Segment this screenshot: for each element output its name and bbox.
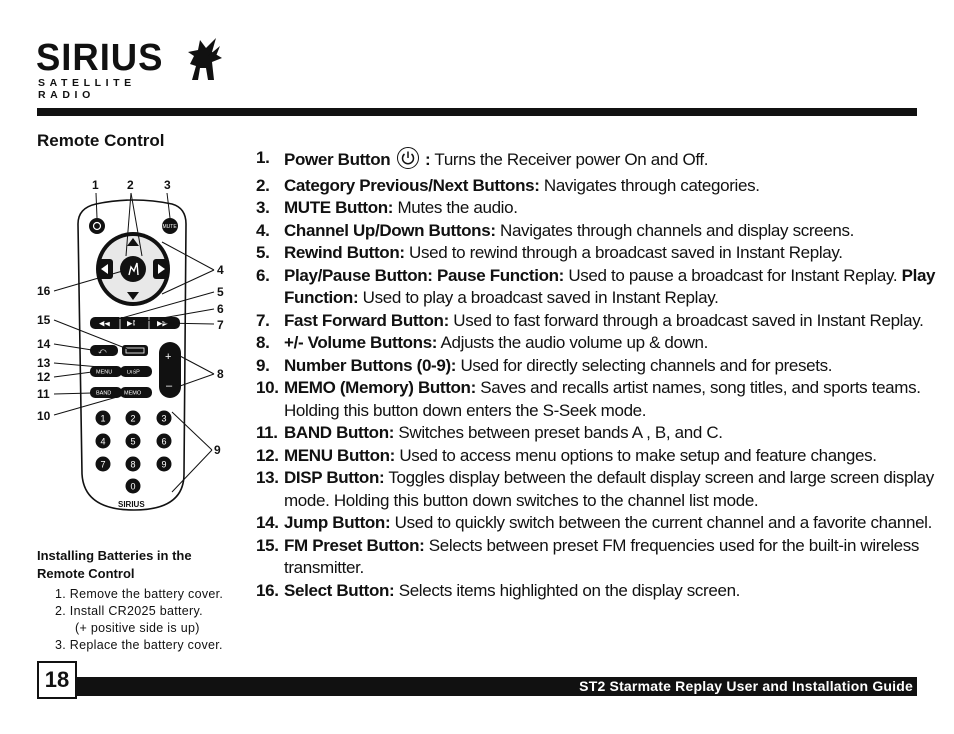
svg-text:8: 8 [130,459,136,470]
callout-12: 12 [37,370,51,384]
list-item: 12. MENU Button: Used to access menu options to make setup and feature changes. [256,445,877,465]
logo-wordmark: SIRIUS [36,37,164,79]
page-number: 18 [37,661,77,699]
list-item: 7. Fast Forward Button: Used to fast forward through a broadcast saved in Instant Replay. [256,310,924,330]
svg-text:MEMO: MEMO [124,390,142,397]
svg-text:4: 4 [100,436,106,447]
callout-13: 13 [37,356,51,370]
list-item: 15. FM Preset Button: Selects between preset FM frequencies used for the built-in wireless transmitter. [256,535,920,577]
svg-text:9: 9 [161,459,167,470]
power-icon [397,147,419,169]
callout-10: 10 [37,409,51,423]
svg-text:+: + [165,351,172,363]
battery-step: 3. Replace the battery cover. [55,638,223,652]
callout-11: 11 [37,387,50,401]
battery-step: 1. Remove the battery cover. [55,587,224,601]
list-item: 4. Channel Up/Down Buttons: Navigates through channels and display screens. [256,220,855,240]
svg-text:⤺: ⤺ [98,346,107,356]
svg-text:▶‖: ▶‖ [127,320,136,328]
button-description-list [256,147,936,602]
svg-text:–: – [166,380,173,392]
list-item: 9. Number Buttons (0-9): Used for directly selecting channels and for presets. [256,355,833,375]
list-item: 8. +/- Volume Buttons: Adjusts the audio volume up & down. [256,333,709,352]
svg-text:2: 2 [130,413,136,424]
callout-9: 9 [214,443,221,457]
sirius-logo [36,37,196,101]
svg-text:▶▶: ▶▶ [157,320,168,328]
list-item: 3. MUTE Button: Mutes the audio. [256,198,518,217]
callout-7: 7 [217,318,224,332]
footer-bar [73,677,917,696]
header-rule [37,108,917,116]
battery-step-note: (+ positive side is up) [75,621,200,635]
callout-5: 5 [217,285,224,299]
list-item: 13. DISP Button: Toggles display between the default display screen and large screen display mode. Holding this button down switches to the channel list mode. [256,468,934,510]
battery-title-line1: Installing Batteries in the [37,548,192,563]
svg-text:0: 0 [130,481,136,492]
callout-16: 16 [37,284,51,298]
svg-text:5: 5 [130,436,136,447]
svg-text:7: 7 [100,459,106,470]
list-item: 14. Jump Button: Used to quickly switch between the current channel and a favorite channel. [256,513,932,532]
svg-text:◀◀: ◀◀ [99,320,110,328]
logo-subtitle: SATELLITE RADIO [38,77,136,101]
svg-text:MENU: MENU [96,369,113,376]
callout-6: 6 [217,302,224,316]
svg-text:3: 3 [161,413,167,424]
list-item: 2. Category Previous/Next Buttons: Navigates through categories. [256,175,760,195]
list-item: 16. Select Button: Selects items highlighted on the display screen. [256,580,741,600]
callout-14: 14 [37,337,51,351]
callout-2: 2 [127,178,134,192]
list-item: 1. Power Button : Turns the Receiver power On and Off. [256,148,709,169]
callout-15: 15 [37,313,51,327]
battery-steps [55,586,223,654]
callout-8: 8 [217,367,224,381]
svg-text:6: 6 [161,436,167,447]
guide-title: ST2 Starmate Replay User and Installation Guide [579,678,913,694]
callout-3: 3 [164,178,171,192]
list-item: 10. MEMO (Memory) Button: Saves and recalls artist names, song titles, and sports teams. Holding this button down enters the S-Seek mode. [256,378,921,420]
list-item: 11. BAND Button: Switches between preset bands A , B, and C. [256,423,723,442]
svg-text:BAND: BAND [96,390,112,397]
list-item: 5. Rewind Button: Used to rewind through a broadcast saved in Instant Replay. [256,243,843,262]
battery-step: 2. Install CR2025 battery. [55,604,203,618]
callout-1: 1 [92,178,99,192]
callout-4: 4 [217,263,224,277]
battery-section-title [37,547,237,583]
battery-title-line2: Remote Control [37,566,135,581]
list-item: 6. Play/Pause Button: Pause Function: Used to pause a broadcast for Instant Replay. Play Function: Used to play a broadcast saved in Instant Replay. [256,265,936,307]
svg-text:DISP: DISP [127,369,140,376]
remote-control-illustration [34,174,244,519]
dog-star-icon [182,36,226,82]
svg-text:MUTE: MUTE [162,224,177,230]
svg-text:SIRIUS: SIRIUS [118,500,145,509]
section-title: Remote Control [37,131,165,150]
svg-text:1: 1 [100,413,106,424]
